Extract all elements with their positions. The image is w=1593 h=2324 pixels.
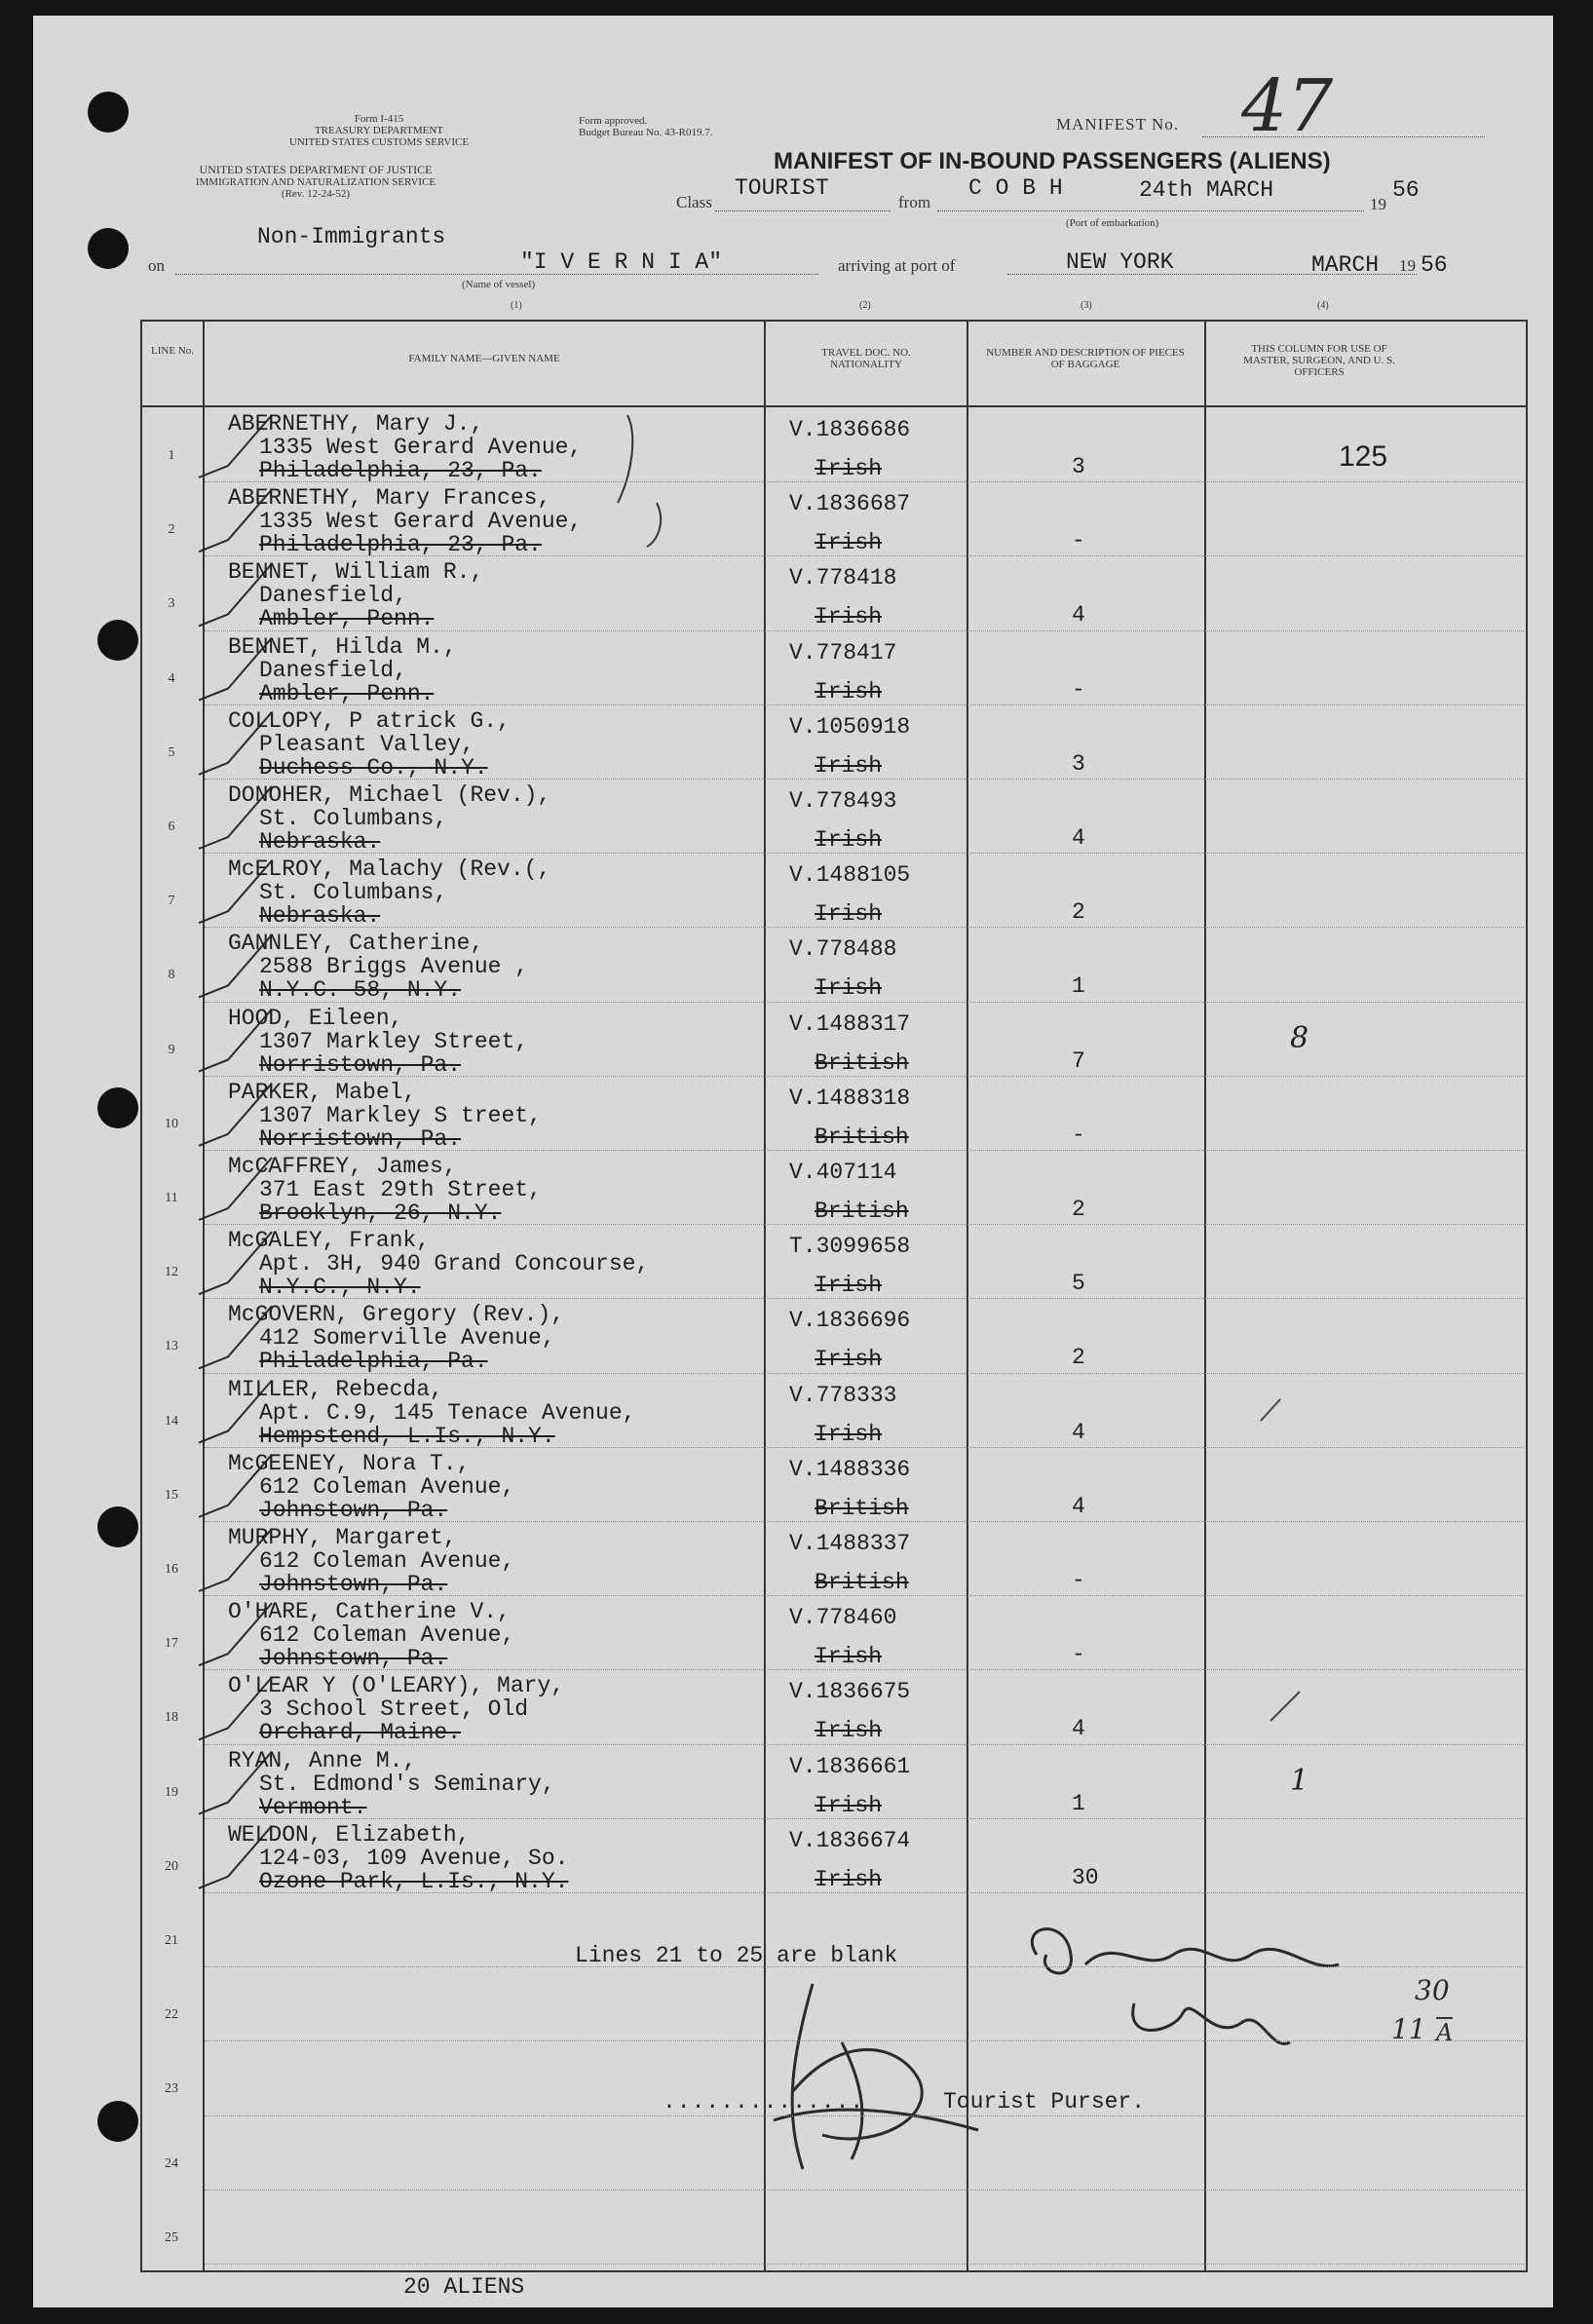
baggage-count: 2 (1072, 1345, 1085, 1371)
travel-document-number: V.778417 (789, 639, 897, 666)
passenger-address: 371 East 29th Street, (259, 1177, 542, 1202)
line-number: 6 (168, 819, 175, 834)
from-label: from (898, 193, 931, 211)
header-travel-doc: TRAVEL DOC. NO. NATIONALITY (821, 347, 911, 370)
nationality: Irish (815, 1792, 883, 1818)
baggage-count: - (1072, 1568, 1085, 1593)
passenger-address: 2588 Briggs Avenue , (259, 954, 529, 980)
line-number: 4 (168, 670, 175, 686)
passenger-name: McCAFFREY, James, (228, 1154, 457, 1179)
passenger-name: McGALEY, Frank, (228, 1228, 431, 1254)
line-number: 11 (165, 1191, 178, 1205)
travel-document-number: V.1836696 (789, 1308, 911, 1334)
passenger-city: Ambler, Penn. (259, 680, 435, 706)
purser-signature (754, 1974, 998, 2179)
passenger-address: Danesfield, (259, 657, 407, 683)
travel-document-number: V.1050918 (789, 713, 911, 740)
nationality: Irish (815, 530, 883, 556)
travel-document-number: V.778333 (789, 1382, 897, 1408)
line-number: 7 (168, 894, 175, 909)
passenger-city: Philadelphia, Pa. (259, 1349, 488, 1375)
header-name: FAMILY NAME—GIVEN NAME (408, 353, 560, 364)
passenger-city: Johnstown, Pa. (259, 1497, 448, 1523)
passenger-address: 1335 West Gerard Avenue, (259, 509, 583, 535)
page-title: MANIFEST OF IN-BOUND PASSENGERS (ALIENS) (774, 148, 1331, 174)
nationality: Irish (815, 678, 883, 705)
passenger-city: Brooklyn, 26, N.Y. (259, 1200, 502, 1226)
class-label: Class (676, 193, 712, 211)
baggage-count: - (1072, 676, 1085, 703)
passenger-name: ABERNETHY, Mary Frances, (228, 485, 551, 512)
line-number: 12 (165, 1265, 178, 1280)
form-revision: (Rev. 12-24-52) (281, 188, 351, 200)
customs-service: UNITED STATES CUSTOMS SERVICE (288, 136, 470, 148)
baggage-count: 4 (1072, 1716, 1085, 1742)
baggage-count: 3 (1072, 454, 1085, 479)
purser-dots: .............. (663, 2089, 865, 2114)
port-embark-caption: (Port of embarkation) (1066, 217, 1159, 229)
column-number-2: (2) (859, 300, 871, 311)
arrival-year: 56 (1421, 252, 1448, 278)
year-prefix: 19 (1370, 195, 1386, 213)
baggage-count: 2 (1072, 1197, 1085, 1222)
row-separator (205, 2115, 1524, 2116)
travel-document-number: V.1836675 (789, 1679, 911, 1705)
line-number: 23 (165, 2081, 178, 2097)
travel-document-number: V.1488317 (789, 1010, 911, 1037)
passenger-city: Philadelphia, 23, Pa. (259, 532, 542, 558)
embarkation-year: 56 (1392, 177, 1420, 203)
passenger-name: MILLER, Rebecda, (228, 1376, 443, 1402)
baggage-count: 1 (1072, 1790, 1085, 1816)
passenger-address: Apt. 3H, 940 Grand Concourse, (259, 1251, 650, 1277)
passenger-city: Nebraska. (259, 903, 381, 930)
travel-document-number: V.1488336 (789, 1456, 911, 1482)
baggage-count: 7 (1072, 1048, 1085, 1074)
line-number: 14 (165, 1413, 178, 1429)
column-number-4: (4) (1317, 300, 1329, 311)
nationality: Irish (815, 1273, 883, 1299)
passenger-name: BENNET, William R., (228, 559, 484, 586)
passenger-address: 1335 West Gerard Avenue, (259, 435, 583, 460)
passenger-name: O'LEAR Y (O'LEARY), Mary, (228, 1673, 565, 1699)
form-approved: Form approved. (579, 115, 648, 127)
header-line-no: LINE No. (151, 345, 194, 357)
line-number: 3 (168, 596, 175, 612)
line-number: 9 (168, 1042, 175, 1057)
line-number: 16 (165, 1562, 178, 1577)
passenger-address: Pleasant Valley, (259, 731, 474, 757)
officer-annotation: 1 (1290, 1763, 1309, 1798)
passenger-name: HOOD, Eileen, (228, 1005, 403, 1031)
class-value: TOURIST (735, 175, 829, 201)
manifest-number: 47 (1241, 64, 1334, 148)
nationality: Irish (815, 1718, 883, 1744)
passenger-city: Duchess Co., N.Y. (259, 754, 488, 781)
passenger-address: Apt. C.9, 145 Tenace Avenue, (259, 1399, 636, 1426)
passenger-city: Norristown, Pa. (259, 1125, 462, 1152)
form-number: Form I-415 (354, 113, 404, 125)
travel-document-number: V.1836661 (789, 1753, 911, 1779)
travel-document-number: V.778493 (789, 788, 897, 814)
passenger-city: Ambler, Penn. (259, 606, 435, 632)
officer-annotation: 125 (1339, 440, 1388, 473)
passenger-city: Philadelphia, 23, Pa. (259, 458, 542, 483)
baggage-count: 4 (1072, 825, 1085, 851)
nationality: Irish (815, 752, 883, 779)
nationality: Irish (815, 604, 883, 630)
inspector-time-ampm: A (1436, 2019, 1454, 2046)
passenger-address: St. Edmond's Seminary, (259, 1771, 555, 1797)
passenger-city: Orchard, Maine. (259, 1720, 462, 1746)
nationality: Irish (815, 1421, 883, 1447)
row-separator (205, 853, 1524, 854)
travel-document-number: V.1836674 (789, 1827, 911, 1853)
passenger-city: Norristown, Pa. (259, 1051, 462, 1078)
travel-document-number: V.1488105 (789, 862, 911, 889)
line-number: 1 (168, 448, 175, 463)
baggage-count: 3 (1072, 750, 1085, 777)
passenger-city: Johnstown, Pa. (259, 1646, 448, 1672)
passenger-city: Johnstown, Pa. (259, 1572, 448, 1597)
nationality: Irish (815, 901, 883, 928)
embarkation-date: 24th MARCH (1139, 177, 1274, 203)
baggage-count: 5 (1072, 1271, 1085, 1297)
manifest-number-label: MANIFEST No. (1056, 115, 1179, 133)
travel-document-number: V.778488 (789, 936, 897, 963)
total-aliens: 20 ALIENS (403, 2274, 525, 2300)
passenger-name: BENNET, Hilda M., (228, 633, 457, 660)
passenger-address: 1307 Markley S treet, (259, 1102, 542, 1128)
baggage-count: 1 (1072, 973, 1085, 1000)
passenger-name: COLLOPY, P atrick G., (228, 707, 511, 734)
passenger-address: St. Columbans, (259, 880, 448, 906)
row-separator (205, 2190, 1524, 2191)
passenger-address: 124-03, 109 Avenue, So. (259, 1845, 569, 1871)
passenger-address: 612 Coleman Avenue, (259, 1622, 515, 1649)
header-officers: THIS COLUMN FOR USE OF MASTER, SURGEON, AND U. S. OFFICERS (1243, 343, 1395, 378)
passenger-name: GANNLEY, Catherine, (228, 931, 484, 957)
passenger-address: 412 Somerville Avenue, (259, 1325, 555, 1352)
baggage-count: - (1072, 1642, 1085, 1668)
arrival-year-prefix: 19 (1399, 256, 1416, 275)
non-immigrants: Non-Immigrants (257, 224, 446, 249)
treasury-department: TREASURY DEPARTMENT (314, 125, 444, 136)
officer-annotation: 8 (1290, 1020, 1309, 1055)
passenger-address: St. Columbans, (259, 806, 448, 831)
nationality: British (815, 1199, 909, 1224)
nationality: Irish (815, 975, 883, 1002)
travel-document-number: V.1836687 (789, 491, 911, 517)
nationality: Irish (815, 827, 883, 853)
inspector-time: 11 (1391, 2013, 1426, 2045)
nationality: British (815, 1049, 909, 1076)
line-number: 2 (168, 522, 175, 538)
passenger-name: MURPHY, Margaret, (228, 1525, 457, 1550)
budget-bureau: Budget Bureau No. 43-R019.7. (579, 127, 713, 138)
row-separator (205, 2040, 1524, 2041)
passenger-name: WELDON, Elizabeth, (228, 1821, 471, 1848)
row-separator (205, 927, 1524, 928)
vessel-caption: (Name of vessel) (462, 279, 536, 290)
passenger-address: 612 Coleman Avenue, (259, 1548, 515, 1574)
passenger-name: DONOHER, Michael (Rev.), (228, 782, 551, 808)
passenger-city: N.Y.C., N.Y. (259, 1275, 421, 1301)
baggage-count: 4 (1072, 1419, 1085, 1445)
baggage-count: 4 (1072, 602, 1085, 629)
row-separator (205, 1966, 1524, 1967)
line-number: 19 (165, 1784, 178, 1800)
passenger-name: McGOVERN, Gregory (Rev.), (228, 1302, 565, 1328)
nationality: British (815, 1495, 909, 1521)
ins-service: IMMIGRATION AND NATURALIZATION SERVICE (195, 176, 436, 188)
passenger-name: McELROY, Malachy (Rev.(, (228, 857, 551, 883)
passenger-city: Ozone Park, L.Is., N.Y. (259, 1868, 569, 1894)
passenger-name: RYAN, Anne M., (228, 1747, 417, 1773)
line-number: 13 (165, 1339, 178, 1354)
line-number: 20 (165, 1858, 178, 1874)
passenger-city: Hempstend, L.Is., N.Y. (259, 1423, 555, 1449)
passenger-city: N.Y.C. 58, N.Y. (259, 977, 462, 1004)
travel-document-number: V.407114 (789, 1160, 897, 1185)
arrival-month: MARCH (1311, 252, 1380, 278)
passenger-name: PARKER, Mabel, (228, 1079, 417, 1105)
row-separator (205, 1818, 1524, 1819)
arrival-port: NEW YORK (1066, 249, 1174, 275)
line-number: 18 (165, 1710, 178, 1726)
inspector-time-minutes: 30 (1415, 1974, 1450, 2006)
nationality: British (815, 1570, 909, 1595)
purser-label: Tourist Purser. (943, 2089, 1146, 2114)
baggage-count: 4 (1072, 1493, 1085, 1519)
nationality: Irish (815, 1347, 883, 1373)
column-number-1: (1) (511, 300, 522, 311)
passenger-address: 3 School Street, Old (259, 1696, 529, 1723)
passenger-name: O'HARE, Catherine V., (228, 1599, 511, 1625)
passenger-address: 612 Coleman Avenue, (259, 1473, 515, 1500)
line-number: 25 (165, 2229, 178, 2245)
nationality: Irish (815, 1644, 883, 1670)
nationality: Irish (815, 1866, 883, 1892)
vessel-name: "I V E R N I A" (520, 249, 723, 275)
nationality: Irish (815, 456, 883, 481)
column-number-3: (3) (1081, 300, 1092, 311)
travel-document-number: V.1836686 (789, 417, 911, 442)
travel-document-number: V.778418 (789, 565, 897, 591)
arriving-label: arriving at port of (838, 256, 956, 275)
line-number: 8 (168, 968, 175, 983)
travel-document-number: T.3099658 (789, 1234, 911, 1260)
baggage-count: 2 (1072, 899, 1085, 926)
line-number: 21 (165, 1933, 178, 1948)
blank-lines-note: Lines 21 to 25 are blank (575, 1943, 898, 1968)
passenger-address: 1307 Markley Street, (259, 1028, 529, 1054)
baggage-count: 30 (1072, 1864, 1099, 1890)
passenger-name: McGEENEY, Nora T., (228, 1450, 471, 1476)
passenger-address: Danesfield, (259, 583, 407, 609)
travel-document-number: V.1488318 (789, 1085, 911, 1111)
passenger-city: Nebraska. (259, 829, 381, 855)
line-number: 15 (165, 1487, 178, 1503)
header-baggage: NUMBER AND DESCRIPTION OF PIECES OF BAGGAGE (986, 347, 1185, 370)
manifest-page (33, 16, 1553, 2307)
baggage-count: - (1072, 528, 1085, 554)
passenger-city: Vermont. (259, 1794, 367, 1820)
line-number: 5 (168, 744, 175, 760)
line-number: 24 (165, 2155, 178, 2171)
line-number: 17 (165, 1636, 178, 1652)
line-number: 22 (165, 2007, 178, 2023)
passenger-name: ABERNETHY, Mary J., (228, 411, 484, 437)
nationality: British (815, 1124, 909, 1150)
line-number: 10 (165, 1116, 178, 1131)
baggage-count: - (1072, 1122, 1085, 1148)
travel-document-number: V.778460 (789, 1605, 897, 1631)
row-separator (205, 2264, 1524, 2265)
port-of-embarkation: C O B H (968, 175, 1063, 201)
department-of-justice: UNITED STATES DEPARTMENT OF JUSTICE (199, 163, 433, 176)
on-label: on (148, 256, 165, 275)
travel-document-number: V.1488337 (789, 1531, 911, 1556)
